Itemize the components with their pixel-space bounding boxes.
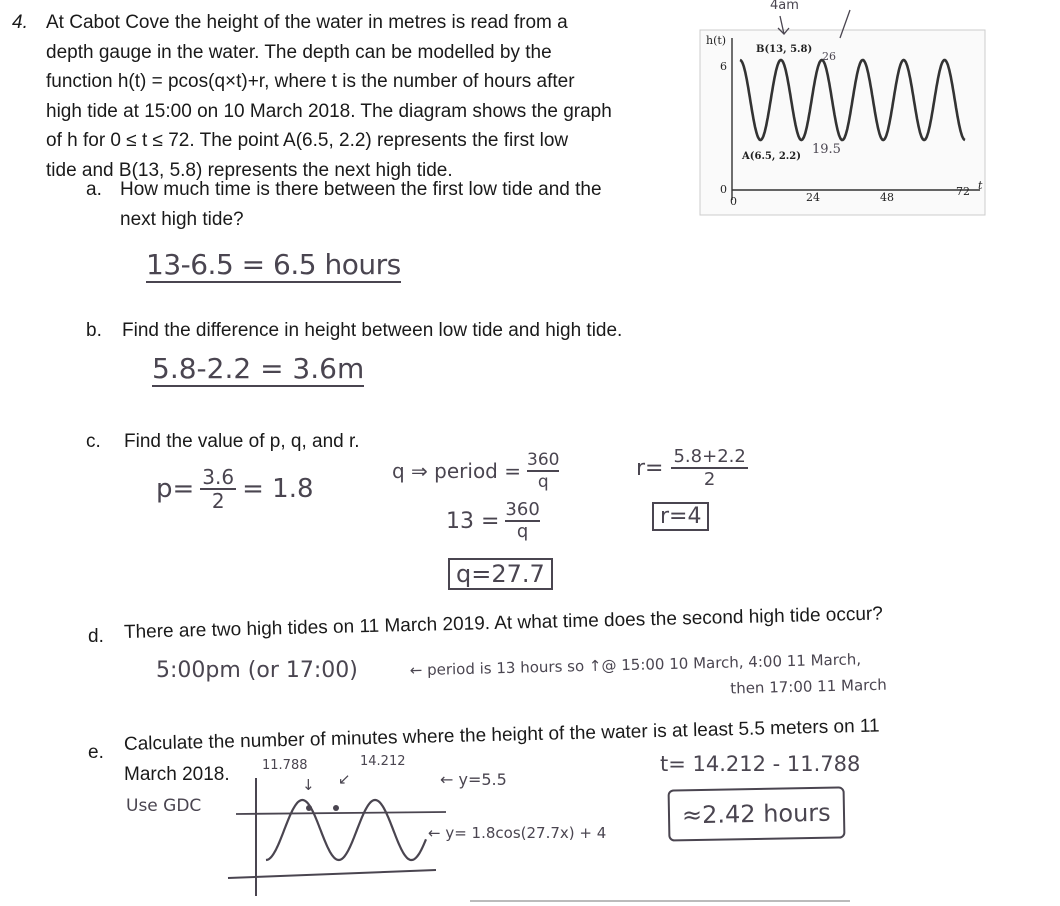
part-a-question-line: How much time is there between the first low tide and the (120, 179, 602, 200)
e-arrow-right: ↙ (338, 770, 351, 788)
e-sketch-point-right (333, 805, 339, 811)
e-sketch-curve (266, 800, 426, 860)
y-tick-6: 6 (720, 60, 727, 73)
problem-statement (46, 8, 686, 185)
e-result: ≈2.42 hours (668, 786, 846, 841)
c-q-den: q (537, 472, 549, 492)
e-t-work: t= 14.212 - 11.788 (660, 752, 861, 776)
x-tick-72: 72 (956, 185, 970, 198)
c-p-den: 2 (211, 489, 225, 513)
part-d-note (409, 643, 1010, 710)
part-d-label: d. (88, 626, 104, 647)
e-val-right: 14.212 (360, 754, 406, 769)
problem-line: function h(t) = pcos(q×t)+r, where t is the number of hours after (46, 71, 575, 92)
c-q-eq-fraction (505, 500, 539, 542)
c-r-den: 2 (703, 469, 716, 490)
part-e-question-line: March 2018. (124, 763, 230, 785)
c-q-label: q ⇒ period = (392, 459, 521, 483)
c-r-fraction (671, 446, 747, 490)
problem-line: At Cabot Cove the height of the water in metres is read from a (46, 12, 568, 33)
c-q-fraction (527, 450, 559, 492)
e-curve-label: ← y= 1.8cos(27.7x) + 4 (428, 824, 607, 842)
part-c-question: Find the value of p, q, and r. (124, 431, 360, 452)
part-e-question-line: Calculate the number of minutes where the height of the water is at least 5.5 meters on 11 (123, 715, 880, 755)
part-d-question: There are two high tides on 11 March 2019. At what time does the second high tide occur? (123, 603, 884, 643)
part-a-answer (146, 248, 401, 281)
problem-line: high tide at 15:00 on 10 March 2018. The diagram shows the graph (46, 100, 612, 122)
e-line-label: ← y=5.5 (440, 770, 507, 789)
part-b-question: Find the difference in height between low tide and high tide. (122, 320, 623, 341)
e-arrow-left: ↓ (302, 776, 315, 794)
c-q-work (392, 450, 559, 492)
part-b-answer (152, 352, 364, 385)
c-r-num: 5.8+2.2 (673, 446, 746, 467)
problem-number: 4. (12, 12, 28, 33)
e-sketch-x-axis (228, 870, 436, 878)
c-p-work (156, 466, 314, 512)
part-a-label: a. (86, 179, 102, 200)
x-tick-24: 24 (806, 191, 820, 204)
part-c-label: c. (86, 431, 101, 452)
part-e-label: e. (88, 742, 104, 763)
c-p-result: = 1.8 (242, 474, 314, 504)
point-a-label: A(6.5, 2.2) (742, 151, 801, 162)
problem-line: of h for 0 ≤ t ≤ 72. The point A(6.5, 2.2) represents the first low (46, 130, 569, 151)
tide-graph (690, 0, 990, 220)
c-q-equation (446, 500, 540, 542)
point-b-label: B(13, 5.8) (756, 44, 813, 55)
page-bottom-rule (470, 900, 850, 902)
graph-frame (700, 30, 985, 215)
c-r-label: r= (636, 455, 664, 481)
part-b-label: b. (86, 320, 102, 341)
part-a-question (120, 175, 680, 234)
c-q-eq: 13 = (446, 508, 500, 534)
e-val-left: 11.788 (262, 758, 308, 773)
c-p-num: 3.6 (202, 465, 235, 489)
c-p-label: p= (156, 474, 195, 504)
c-p-fraction (200, 466, 236, 512)
x-tick-48: 48 (880, 191, 894, 204)
part-d-note-line: ← period is 13 hours so ↑@ 15:00 10 March, 4:00 11 March, (409, 650, 862, 680)
problem-line: tide and B(13, 5.8) represents the next high tide. (46, 159, 453, 181)
y-axis-label: h(t) (706, 34, 727, 47)
y-tick-0: 0 (720, 183, 727, 196)
e-use-gdc: Use GDC (126, 796, 202, 816)
c-q-result: q=27.7 (448, 558, 553, 590)
c-q-num: 360 (527, 450, 560, 470)
part-b-answer-text: 5.8-2.2 = 3.6m (152, 352, 365, 385)
part-d-answer: 5:00pm (or 17:00) (156, 658, 358, 683)
x-tick-0: 0 (730, 195, 737, 208)
e-sketch-point-left (306, 805, 312, 811)
c-q-eq-num: 360 (505, 499, 540, 520)
note-26: 26 (822, 50, 836, 63)
x-axis-label: t (978, 179, 983, 192)
note-top: 4am (770, 0, 799, 13)
note-19-5: 19.5 (812, 142, 841, 157)
problem-line: depth gauge in the water. The depth can be modelled by the (46, 41, 552, 63)
e-sketch-line-55 (236, 812, 446, 814)
c-q-eq-den: q (516, 521, 529, 542)
part-d-note-line: then 17:00 11 March (730, 675, 887, 698)
part-a-answer-text: 13-6.5 = 6.5 hours (146, 248, 401, 281)
c-r-work (636, 446, 748, 490)
c-r-result: r=4 (652, 502, 709, 531)
part-a-question-line: next high tide? (120, 208, 244, 230)
